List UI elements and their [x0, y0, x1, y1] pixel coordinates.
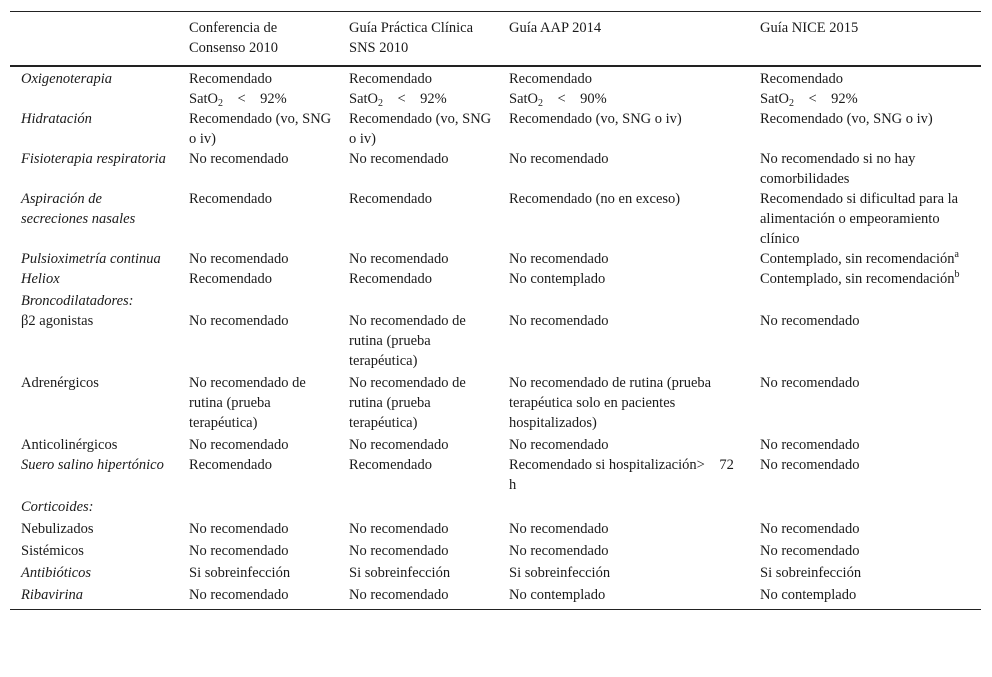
cell-aap: Recomendado (vo, SNG o iv) [509, 111, 682, 127]
cell-nice: Contemplado, sin recomendación$^b$ [760, 269, 960, 287]
header-guia-sns: Guía Práctica Clínica SNS 2010 [349, 20, 474, 56]
table-row-broncodilatadores-group [10, 291, 981, 311]
group-label: Broncodilatadores: [21, 293, 134, 309]
cell-sns: Recomendado [349, 457, 432, 473]
cell-conferencia: Recomendado [189, 271, 272, 287]
table-row-antibioticos [10, 563, 981, 583]
row-label: Aspiración de secreciones nasales [21, 191, 136, 227]
cell-conferencia: No recomendado [189, 587, 289, 603]
table-row-corticoides-group [10, 497, 981, 517]
row-label: Suero salino hipertónico [21, 457, 164, 473]
table-row-oxigenoterapia [10, 69, 981, 109]
cell-nice: Contemplado, sin recomendación$^a$ [760, 249, 959, 267]
table-header-row [10, 12, 981, 65]
cell-aap: No contemplado [509, 271, 606, 287]
group-label: Corticoides: [21, 499, 94, 515]
table-row-heliox [10, 269, 981, 289]
cell-sns: No recomendado de rutina (prueba terapéutica) [349, 375, 466, 431]
cell-conferencia: No recomendado [189, 151, 289, 167]
cell-nice: No contemplado [760, 587, 857, 603]
cell-nice: No recomendado [760, 543, 860, 559]
table-row-sistemicos [10, 541, 981, 561]
cell-aap: No recomendado [509, 543, 609, 559]
cell-aap: No contemplado [509, 587, 606, 603]
table-row-ribavirina [10, 585, 981, 605]
cell-sns: Recomendado [349, 191, 432, 207]
cell-aap: No recomendado [509, 313, 609, 329]
header-guia-nice: Guía NICE 2015 [760, 20, 859, 36]
cell-aap: No recomendado [509, 151, 609, 167]
table-body [10, 67, 981, 609]
row-label: Hidratación [21, 111, 92, 127]
cell-conferencia: No recomendado [189, 521, 289, 537]
cell-aap: No recomendado [509, 251, 609, 267]
cell-aap: No recomendado [509, 437, 609, 453]
table-row-hidratacion [10, 109, 981, 149]
cell-aap: Recomendado (no en exceso) [509, 191, 681, 207]
cell-nice: No recomendado [760, 437, 860, 453]
cell-nice: Recomendado SatO$_2$ < 92% [749, 69, 981, 109]
cell-aap: No recomendado de rutina (prueba terapéutica solo en pacientes hospitalizados) [509, 375, 712, 431]
row-label: Nebulizados [21, 521, 94, 537]
cell-nice: Si sobreinfección [760, 565, 862, 581]
cell-conferencia: Recomendado SatO$_2$ < 92% [178, 69, 338, 109]
cell-nice: No recomendado [760, 457, 860, 473]
cell-conferencia: Recomendado [189, 191, 272, 207]
footnote-marker: a [954, 249, 959, 260]
sat-threshold: SatO$_2$ < 92% [349, 91, 447, 109]
cell-conferencia: No recomendado [189, 437, 289, 453]
row-label: Heliox [21, 271, 60, 287]
footnote-marker: b [954, 269, 960, 280]
cell-conferencia: Recomendado [189, 457, 272, 473]
cell-sns: No recomendado de rutina (prueba terapéutica) [349, 313, 466, 369]
cell-aap: Recomendado SatO$_2$ < 90% [498, 69, 749, 109]
cell-sns: No recomendado [349, 521, 449, 537]
cell-sns: No recomendado [349, 151, 449, 167]
row-label: Oxigenoterapia [21, 71, 113, 87]
cell-conferencia: No recomendado [189, 313, 289, 329]
sat-threshold: SatO$_2$ < 92% [760, 91, 858, 109]
table-row-nebulizados [10, 519, 981, 539]
cell-conferencia: No recomendado [189, 251, 289, 267]
cell-nice: No recomendado [760, 313, 860, 329]
row-label: Sistémicos [21, 543, 84, 559]
cell-sns: Recomendado SatO$_2$ < 92% [338, 69, 498, 109]
table-row-fisioterapia [10, 149, 981, 189]
cell-aap: Recomendado si hospitalización> 72 h [509, 457, 749, 493]
table-bottom-rule [10, 609, 981, 610]
row-label: Ribavirina [21, 587, 84, 603]
row-label: Fisioterapia respiratoria [21, 151, 166, 167]
comparison-table [10, 11, 981, 610]
row-label: Antibióticos [21, 565, 92, 581]
cell-conferencia: No recomendado de rutina (prueba terapéutica) [189, 375, 306, 431]
cell-sns: No recomendado [349, 543, 449, 559]
cell-sns: Recomendado [349, 271, 432, 287]
cell-aap: No recomendado [509, 521, 609, 537]
header-guia-aap: Guía AAP 2014 [509, 20, 602, 36]
cell-nice: No recomendado [760, 375, 860, 391]
cell-sns: Recomendado (vo, SNG o iv) [349, 111, 492, 147]
sat-threshold: SatO$_2$ < 90% [509, 91, 607, 109]
cell-conferencia: Recomendado (vo, SNG o iv) [189, 111, 332, 147]
table-row-adrenergicos [10, 373, 981, 433]
cell-nice: No recomendado [760, 521, 860, 537]
cell-sns: No recomendado [349, 437, 449, 453]
cell-aap: Si sobreinfección [509, 565, 611, 581]
header-conferencia-consenso: Conferencia de Consenso 2010 [189, 20, 279, 56]
cell-nice: No recomendado si no hay comorbilidades [760, 151, 916, 187]
cell-conferencia: No recomendado [189, 543, 289, 559]
cell-nice: Recomendado si dificultad para la alimentación o empeoramiento clínico [760, 191, 959, 247]
table-row-beta2 [10, 311, 981, 371]
cell-sns: No recomendado [349, 251, 449, 267]
row-label: Anticolinérgicos [21, 437, 118, 453]
cell-nice: Recomendado (vo, SNG o iv) [760, 111, 933, 127]
table-row-suero-salino [10, 455, 981, 495]
table-row-aspiracion [10, 189, 981, 249]
row-label: Pulsioximetría continua [21, 251, 161, 267]
cell-conferencia: Si sobreinfección [189, 565, 291, 581]
cell-sns: Si sobreinfección [349, 565, 451, 581]
row-label: Adrenérgicos [21, 375, 99, 391]
sat-threshold: SatO$_2$ < 92% [189, 91, 287, 109]
row-label: β2 agonistas [21, 313, 94, 329]
table-row-pulsioximetria [10, 249, 981, 269]
table-row-anticolinergicos [10, 435, 981, 455]
cell-sns: No recomendado [349, 587, 449, 603]
header-cell-empty [10, 18, 178, 58]
